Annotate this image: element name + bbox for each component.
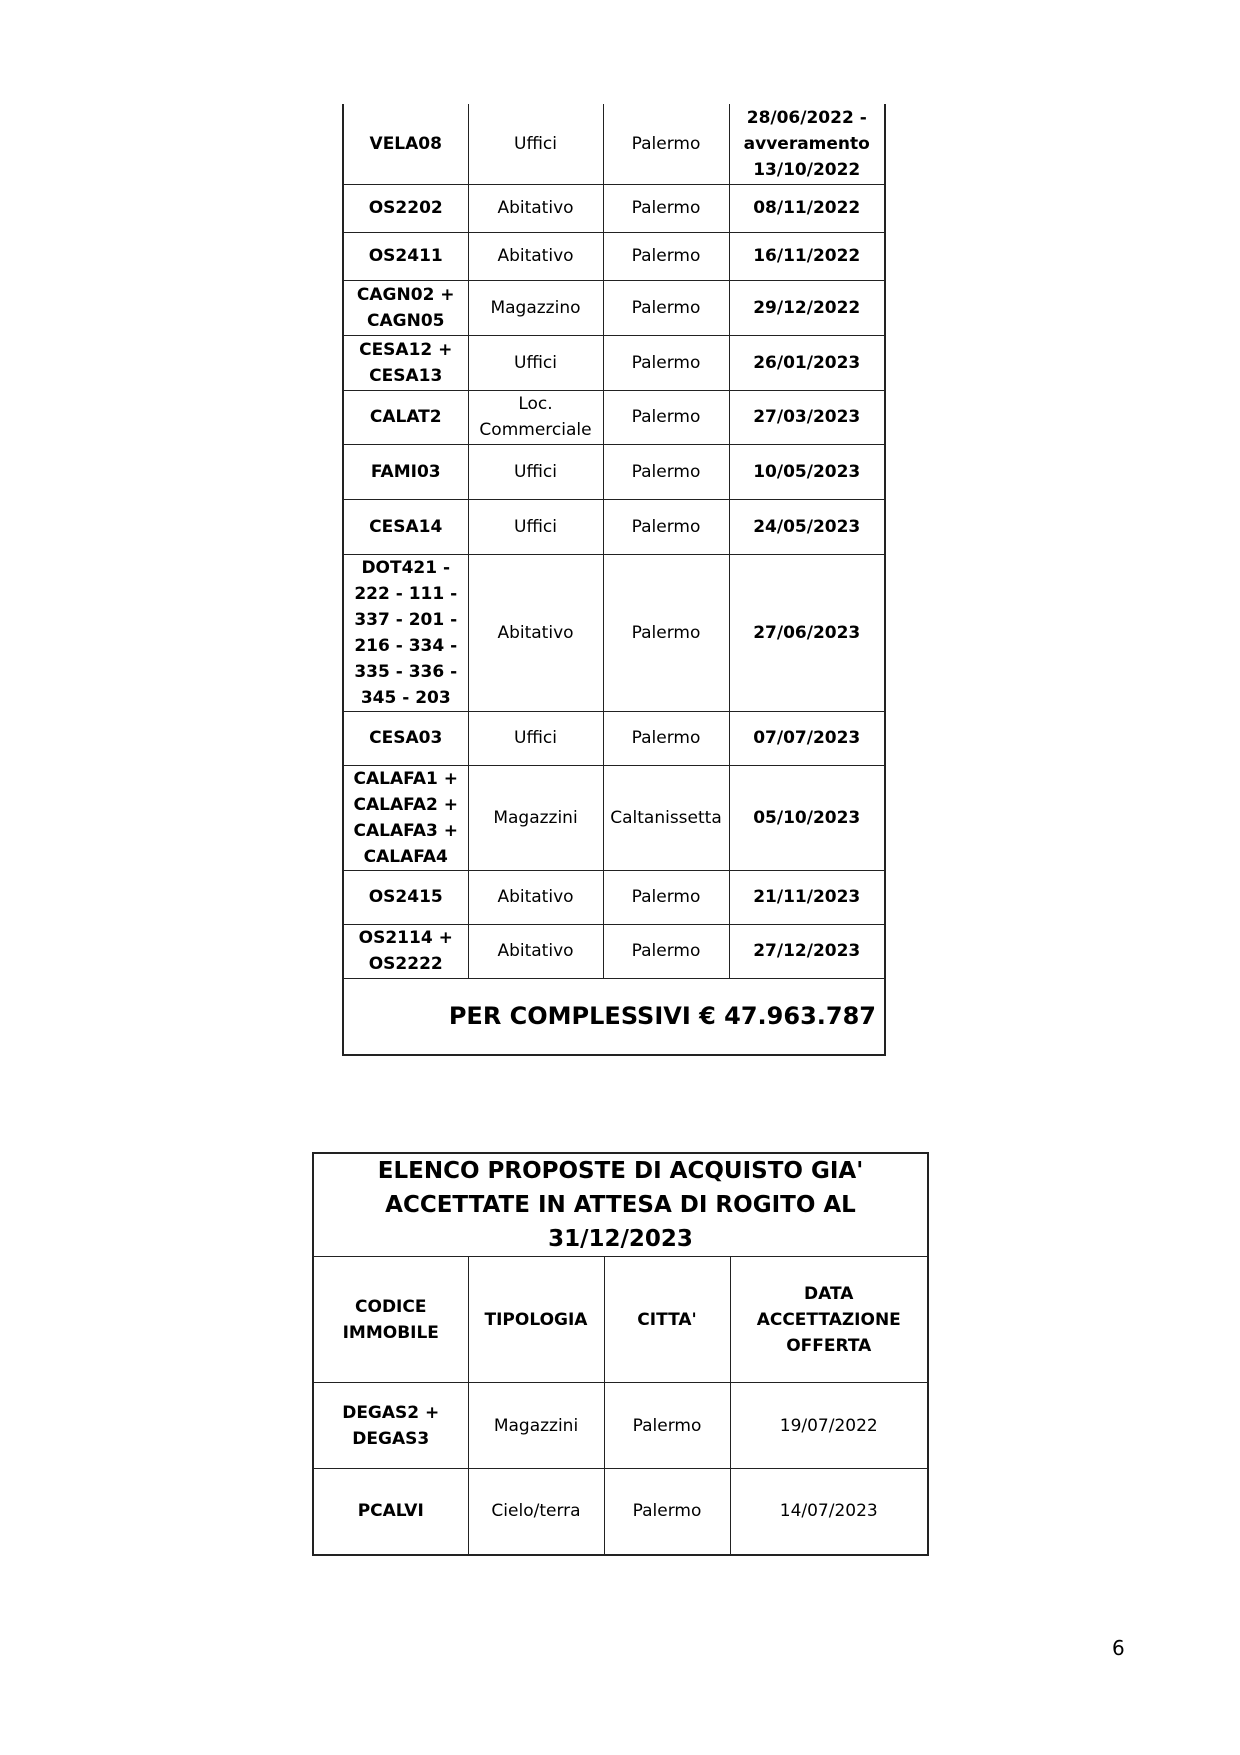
cell-type: Abitativo (468, 232, 603, 280)
cell-city: Palermo (603, 280, 729, 335)
total-row (343, 978, 885, 1055)
table-row (343, 924, 885, 978)
cell-code: CALAT2 (343, 390, 468, 444)
table-row (343, 184, 885, 232)
table-row (313, 1383, 928, 1469)
page-number: 6 (1112, 1636, 1125, 1660)
header-row (313, 1257, 928, 1383)
cell-code: CESA03 (343, 711, 468, 765)
cell-date: 27/06/2023 (729, 554, 885, 711)
cell-date: 10/05/2023 (729, 444, 885, 499)
cell-date: 27/03/2023 (729, 390, 885, 444)
cell-type: Uffici (468, 335, 603, 390)
cell-code: OS2114 + OS2222 (343, 924, 468, 978)
cell-type: Loc. Commerciale (468, 390, 603, 444)
title-row (313, 1153, 928, 1257)
cell-city: Palermo (603, 232, 729, 280)
cell-city: Palermo (603, 104, 729, 184)
cell-city: Palermo (603, 870, 729, 924)
cell-city: Palermo (603, 554, 729, 711)
cell-code: DOT421 - 222 - 111 - 337 - 201 - 216 - 334 - 335 - 336 - 345 - 203 (343, 554, 468, 711)
cell-date: 19/07/2022 (730, 1383, 928, 1469)
sales-table-continued (342, 104, 886, 1056)
cell-type: Abitativo (468, 184, 603, 232)
table-row (343, 280, 885, 335)
cell-code: OS2202 (343, 184, 468, 232)
header-type: TIPOLOGIA (468, 1257, 604, 1383)
cell-date: 16/11/2022 (729, 232, 885, 280)
cell-type: Uffici (468, 444, 603, 499)
cell-city: Palermo (603, 390, 729, 444)
table-row (343, 554, 885, 711)
cell-date: 21/11/2023 (729, 870, 885, 924)
cell-city: Palermo (604, 1469, 730, 1555)
table-row (313, 1469, 928, 1555)
table-row (343, 232, 885, 280)
table-row (343, 499, 885, 554)
header-code: CODICE IMMOBILE (313, 1257, 468, 1383)
cell-city: Palermo (603, 184, 729, 232)
header-city: CITTA' (604, 1257, 730, 1383)
cell-city: Palermo (603, 711, 729, 765)
cell-city: Palermo (604, 1383, 730, 1469)
header-date: DATA ACCETTAZIONE OFFERTA (730, 1257, 928, 1383)
table-row (343, 390, 885, 444)
table-row (343, 104, 885, 184)
table-row (343, 711, 885, 765)
cell-date: 08/11/2022 (729, 184, 885, 232)
cell-city: Palermo (603, 335, 729, 390)
cell-city: Palermo (603, 499, 729, 554)
cell-city: Caltanissetta (603, 765, 729, 870)
cell-code: CAGN02 + CAGN05 (343, 280, 468, 335)
cell-city: Palermo (603, 924, 729, 978)
cell-code: VELA08 (343, 104, 468, 184)
cell-date: 24/05/2023 (729, 499, 885, 554)
cell-code: OS2411 (343, 232, 468, 280)
cell-date: 28/06/2022 - avveramento 13/10/2022 (729, 104, 885, 184)
cell-type: Abitativo (468, 554, 603, 711)
cell-type: Abitativo (468, 924, 603, 978)
pending-proposals-table (312, 1152, 929, 1556)
cell-date: 26/01/2023 (729, 335, 885, 390)
cell-type: Uffici (468, 104, 603, 184)
cell-code: OS2415 (343, 870, 468, 924)
cell-code: FAMI03 (343, 444, 468, 499)
cell-date: 07/07/2023 (729, 711, 885, 765)
cell-code: PCALVI (313, 1469, 468, 1555)
cell-type: Magazzini (468, 765, 603, 870)
cell-code: CESA14 (343, 499, 468, 554)
cell-date: 14/07/2023 (730, 1469, 928, 1555)
table-row (343, 870, 885, 924)
table-row (343, 444, 885, 499)
cell-type: Cielo/terra (468, 1469, 604, 1555)
cell-code: CESA12 + CESA13 (343, 335, 468, 390)
cell-type: Uffici (468, 499, 603, 554)
cell-type: Abitativo (468, 870, 603, 924)
table-row (343, 765, 885, 870)
cell-date: 27/12/2023 (729, 924, 885, 978)
cell-code: CALAFA1 + CALAFA2 + CALAFA3 + CALAFA4 (343, 765, 468, 870)
cell-date: 05/10/2023 (729, 765, 885, 870)
table-row (343, 335, 885, 390)
cell-type: Uffici (468, 711, 603, 765)
table-title: ELENCO PROPOSTE DI ACQUISTO GIA' ACCETTATE IN ATTESA DI ROGITO AL 31/12/2023 (313, 1153, 928, 1257)
cell-type: Magazzini (468, 1383, 604, 1469)
total-amount: PER COMPLESSIVI € 47.963.787 (343, 978, 885, 1055)
cell-city: Palermo (603, 444, 729, 499)
cell-date: 29/12/2022 (729, 280, 885, 335)
cell-type: Magazzino (468, 280, 603, 335)
cell-code: DEGAS2 + DEGAS3 (313, 1383, 468, 1469)
